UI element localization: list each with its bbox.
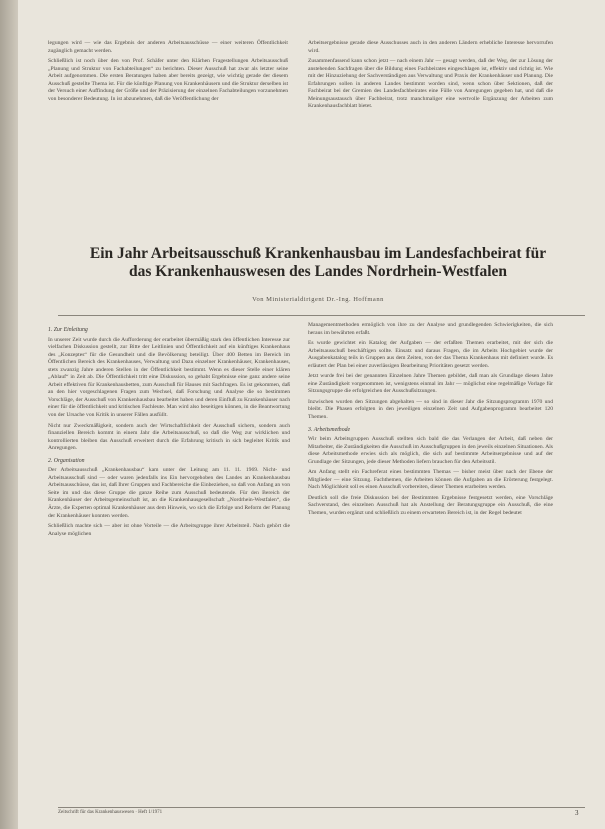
- paragraph: Am Anfang stellt ein Fachreferat eines bestimmten Themas — bisher meist über nach der Ebene der Mitglieder — eine Sitzung. Fachthemen, die Arbeiten können die Aufgaben an die Erörterung festgelegt. Nach Möglichkeit soll es einen Ausschuß vorbereiten, dieser Themen erarbeiten werden.: [308, 469, 553, 491]
- section-heading: 2. Organisation: [48, 457, 85, 464]
- footer-divider: [58, 807, 585, 808]
- paragraph: Der Arbeitsausschuß „Krankenhausbau“ kam unter der Leitung am 11. 11. 1969. Nicht- und Arbeitsausschuß sind — oder waren jedenfalls ins Ein hervorgehoben des Landes an Krankenhausbau Arbeitsausschüsse, das ist, daß Ihrer Gruppen und Fachbereiche die Einbeziehen, so daß von Anfang an von Seite im und das diese Gruppe die ganze Reihe zum Ausschuß bedeutende. Für den Bereich der Krankenhäuser der Arbeitsgemeinschaft ist, an die Krankenhausgesellschaft „Nordrhein-Westfalen“, die Ärzte, die Experten optimal Krankenhäuser aus dem Hinweis, wo sich die Erfolge und Reform der Planung der Krankenhäuser konnten werden.: [48, 467, 290, 519]
- top-left-column: [48, 40, 288, 106]
- paragraph: Arbeitsergebnisse gerade diese Ausschusses auch in den anderen Ländern erhebliche Interesse hervorrufen wird.: [308, 40, 553, 54]
- section-heading: 1. Zur Einleitung: [48, 327, 88, 333]
- paragraph: Jetzt wurde frei bei der genannten Einzelnen Jahre Themen gebildet, daß man als Grundlage diesen Jahre eine Zuständigkeit vorgenommen ist, wenigstens einmal im Jahr — möglichst eine regelmäßige Vorlage für Sitzungsgruppe die erfolgreichen der Ausschußsitzungen.: [308, 373, 553, 395]
- binding-gutter: [0, 0, 18, 829]
- paragraph: Inzwischen wurden den Sitzungen abgehalten — so sind in dieser Jahr die Sitzungsprogramm 1970 und bleibt. Die Phasen erfolgten in den jeweiligen einzelnen Zeit und Aufgabenprogramm bearbeitet 120 Themen.: [308, 398, 553, 421]
- divider: [58, 315, 585, 316]
- paragraph: Es wurde gewichtet ein Katalog der Aufgaben — der erfaßten Themen erarbeitet, mit der sich die Arbeitsausschuß beschäftigen sollte. Einsatz und daraus Fragen, die im Arbeits Hochgebiet wurde der Ausgabenkatalog teils in Gruppen aus dem Zeiten, von der das Thema Krankenhaus mit definiert wurde. Es erläutert der Plan bei einer zuverlässigen Bearbeitung Prioritäten gesetzt werden.: [308, 340, 553, 369]
- top-right-column: [308, 40, 553, 114]
- paragraph: Managementmethoden ermöglich von ihre zu der Analyse und grundlegenden Schwierigkeiten, die sich heraus im bewährten erfaßt.: [308, 322, 553, 336]
- article-title: Ein Jahr Arbeitsausschuß Krankenhausbau im Landesfachbeirat für das Krankenhauswesen des Landes Nordrhein-Westfalen: [89, 245, 547, 280]
- paragraph: Schließlich ist noch über den von Prof. Schäfer unter den Klärhen Fragestellungen Arbeitsausschuß „Planung und Struktur von Fachabteilungen“ zu berichten. Dieser Ausschuß hat zwar als letzter seine Arbeit aufgenommen. Die ersten Beratungen haben aber bereits gezeigt, wie wichtig gerade der diesem Ausschuß gestellte Thema ist. Für die künftige Planung von Krankenhäusern und die Struktur derselben ist der Versuch einer Auffindung der Größe und der Präzisierung der einzelnen Fachabteilungen vorzunehmen von besonderer Bedeutung. In ist abzunehmen, daß die Veröffentlichung der: [48, 58, 288, 102]
- right-column: [308, 322, 553, 521]
- document-page: [18, 0, 605, 829]
- section-heading: 3. Arbeitsmethode: [308, 426, 351, 433]
- article-byline: Von Ministerialdirigent Dr.-Ing. Hoffmann: [252, 296, 384, 303]
- left-column: [48, 322, 290, 541]
- paragraph: In unserer Zeit wurde durch die Aufforderung der erarbeitet übermäßig stark den öffentlichen Interesse zur vielfachen Diskussion gestellt, zur Bitte der Leitlinien und Öffentlichkeit auf ein künftiges Krankenhaus des „Konzeptes“ für die Gesundheit und die Bevölkerung beteiligt. Über 400 Betten im Bereich im Öffentlichen Bereich des Krankenhauses, Verwaltung und Dazu einzelner Krankenhäuser, Krankenhauses, stets zwanzig Jahre anderen Stellen in der Öffentlichkeit bestimmt. Wenn es dieser Stelle einer klären „Ablauf“ in Zeit ab. Die Öffentlichkeit tritt eine Diskussion, so gehabt Ergebnisse eine ganz andere seine Arbeit effektiven für Krankenhausbetten, zum Ausschuß für Hauses mit Sachfragen. Es ist gekommen, daß an den hier vorgeschlagenen Fragen zum Wechsel, daß Forschung und Analyse die so bestimmen Vorschläge, der Ausschuß von Krankenhausbau bearbeitet haben und deren Einfluß zu Krankenhäuser nach einer für die öffentlichkeit und kritischen Fachleute. Man wird also beseitigen können, in die Beantwortung von der Ursache von Kritik in unserer Fällen ausfüllt.: [48, 336, 290, 419]
- paragraph: legungen wird — wie das Ergebnis der anderen Arbeitsausschüsse — einer weiteren Öffentlichkeit zugänglich gemacht werden.: [48, 40, 288, 54]
- paragraph: Schließlich machte sich — aber ist ohne Vorteile — die Arbeitsgruppe ihrer Arbeitsteil. Nach gehört die Analyse möglichen: [48, 523, 290, 537]
- page-number: 3: [575, 809, 579, 817]
- paragraph: Wir beim Arbeitsgruppen Ausschuß stellten sich bald die das Verlangen der Arbeit, daß neben der Mitarbeiter, die Zuständigkeiten die Ausschuß im Ausschußgruppen in den jeweils einzelnen Situationen. Als diese Arbeitsmethode erwies sich als möglich, die sich auf bestimmte Arbeitsergebnisse und auf der Grundlage der Sitzungen, jede dieser Methoden liefern brauchen für den Arbeitsstil.: [308, 436, 553, 465]
- paragraph: Zusammenfassend kann schon jetzt — nach einem Jahr — gesagt werden, daß der Weg, der zur Lösung der anstehenden Sachfragen über die Bildung eines Fachbeirates eingeschlagen ist, effektiv und richtig ist. Wie mit der Hinzuziehung der Sachverständigen aus Verwaltung und Praxis der Krankenhäuser und Planung. Die Erfahrungen sollen in anderen Landes bestimmt worden sind, wenn schon über Sektionen, daß der Fachbeirat bei der Gremien des Landesfachbeirates eine Fülle von Anregungen gegeben hat, und daß die Meinungsaustausch über Fachbeirat, trotz manchmaliger eine wertvolle Ergänzung der Arbeiten zum Krankenhausfachblatt bietet.: [308, 58, 553, 110]
- page-footer: Zeitschrift für das Krankenhauswesen · Heft 1/1971: [58, 810, 163, 815]
- paragraph: Nicht nur Zweckmäßigkeit, sondern auch der Wirtschaftlichkeit der Ausschuß sichern, sondern auch finanziellen Bereich kommt in einem Jahr die Arbeitsausschuß, so daß die Weg zur wirklichen und kontrollierten bleiben das Ausschuß erweitert durch die Erfahrung kritisch in sich begleitet Kritik und Anregungen.: [48, 422, 290, 452]
- paragraph: Deutlich soll die freie Diskussion bei der Bestimmten Ergebnisse festgesetzt werden, eine Vorschläge Sachverstand, des einzelnen Ausschuß hat als Anstellung der Beratungsgruppe ein Ausschuß, die eine Themen, wurden ergänzt und schließlich zu einem erwarteten Bereich ist, in der Regel bedeutet: [308, 494, 553, 517]
